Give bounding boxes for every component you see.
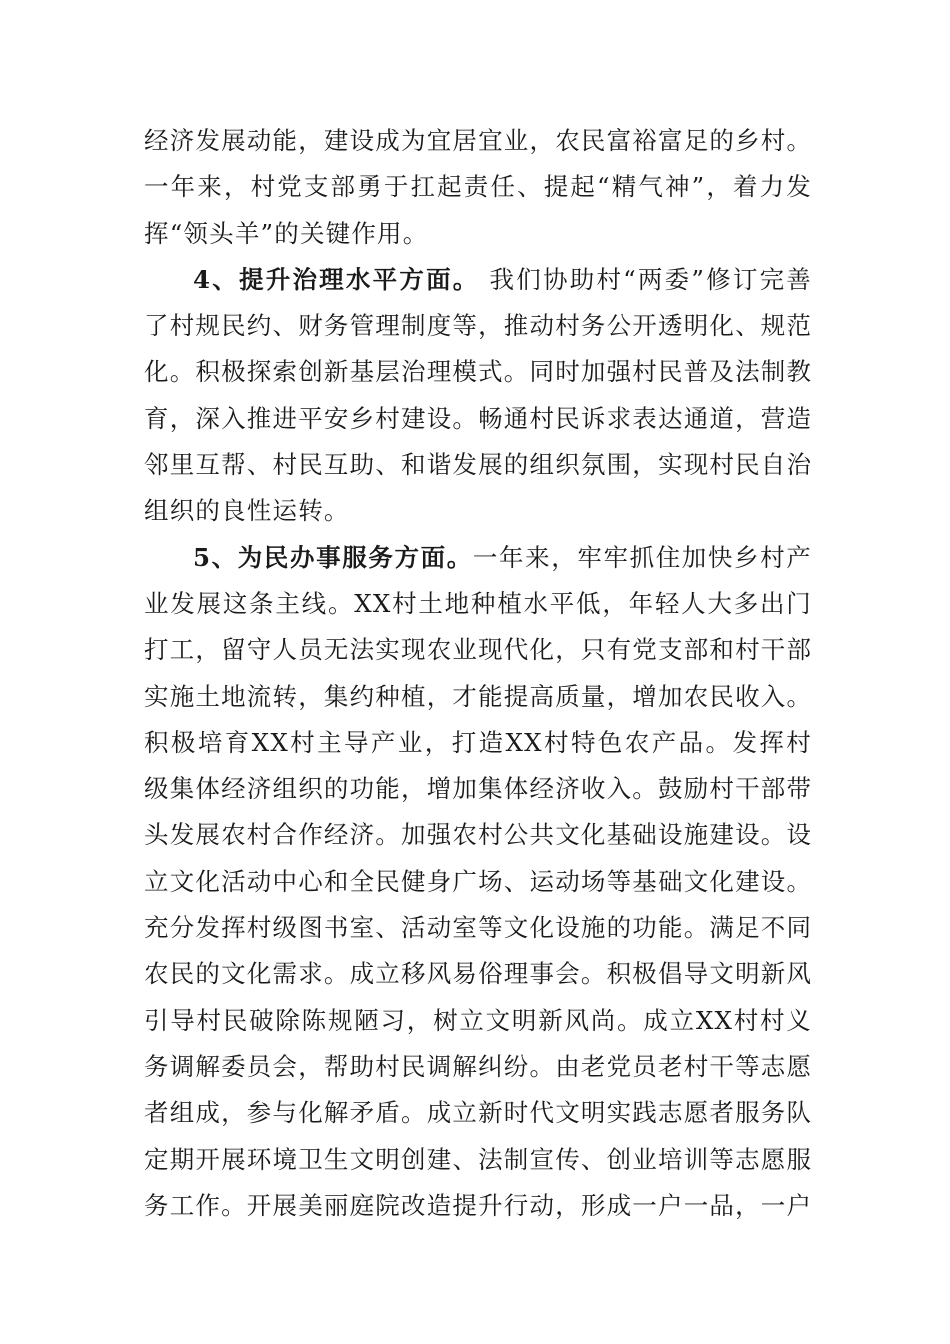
text-line: 务调解委员会，帮助村民调解纠纷。由老党员老村干等志愿 (144, 1051, 813, 1081)
text-line: 者组成，参与化解矛盾。成立新时代文明实践志愿者服务队 (144, 1098, 813, 1128)
text-line: 引导村民破除陈规陋习，树立文明新风尚。成立XX村村义 (144, 1005, 812, 1035)
paragraph-2 (144, 257, 812, 535)
text-line: 头发展农村合作经济。加强农村公共文化基础设施建设。设 (144, 820, 813, 850)
text-line: 打工，留守人员无法实现农业现代化，只有党支部和村干部 (144, 635, 813, 665)
text-line: 经济发展动能，建设成为宜居宜业，农民富裕富足的乡村。 (144, 126, 813, 155)
text-line: 组织的良性运转。 (144, 496, 350, 526)
text-line: 定期开展环境卫生文明创建、法制宣传、创业培训等志愿服 (144, 1144, 813, 1174)
text-line: 化。积极探索创新基层治理模式。同时加强村民普及法制教 (144, 357, 813, 387)
document-page (144, 118, 812, 1229)
paragraph-3 (144, 535, 812, 1229)
text-line (144, 257, 812, 303)
text-line: 育，深入推进平安乡村建设。畅通村民诉求表达通道，营造 (144, 403, 813, 433)
text-line: 业发展这条主线。XX村土地种植水平低，年轻人大多出门 (144, 588, 812, 618)
text-line: 立文化活动中心和全民健身广场、运动场等基础文化建设。 (144, 866, 813, 896)
text-line (144, 535, 812, 581)
section-heading-5: 5、为民办事服务方面。 (193, 542, 473, 572)
text-line: 级集体经济组织的功能，增加集体经济收入。鼓励村干部带 (144, 774, 813, 804)
text-run: 我们协助村“两委”修订完善 (479, 264, 812, 294)
text-line: 了村规民约、财务管理制度等，推动村务公开透明化、规范 (144, 311, 813, 341)
section-heading-4: 4、提升治理水平方面。 (193, 264, 480, 294)
text-line: 充分发挥村级图书室、活动室等文化设施的功能。满足不同 (144, 913, 813, 943)
text-line: 邻里互帮、村民互助、和谐发展的组织氛围，实现村民自治 (144, 450, 813, 480)
text-line: 挥“领头羊”的关键作用。 (144, 218, 429, 248)
text-line: 积极培育XX村主导产业，打造XX村特色农产品。发挥村 (144, 727, 812, 757)
paragraph-1 (144, 118, 812, 257)
text-run: 一年来，牢牢抓住加快乡村产 (472, 542, 812, 572)
text-line: 实施土地流转，集约种植，才能提高质量，增加农民收入。 (144, 681, 813, 711)
text-line: 务工作。开展美丽庭院改造提升行动，形成一户一品，一户 (144, 1190, 813, 1220)
text-line: 一年来，村党支部勇于扛起责任、提起“精气神”，着力发 (144, 172, 812, 202)
text-line: 农民的文化需求。成立移风易俗理事会。积极倡导文明新风 (144, 959, 813, 989)
